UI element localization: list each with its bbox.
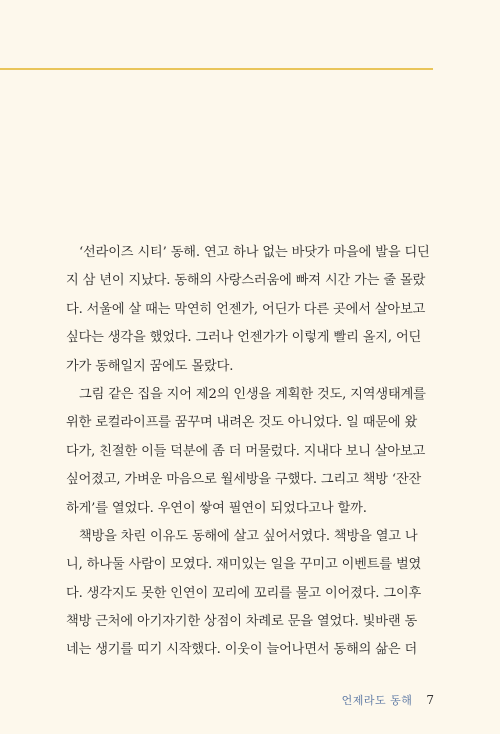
running-title: 언제라도 동해 [341, 694, 413, 707]
text-line: 가가 동해일지 꿈에도 몰랐다. [66, 358, 234, 374]
body-text [66, 239, 434, 665]
header-rule [0, 68, 433, 70]
text-line: 위한 로컬라이프를 꿈꾸며 내려온 것도 아니었다. 일 때문에 왔 [66, 415, 418, 431]
text-line: 지 삼 년이 지났다. 동해의 사랑스러움에 빠져 시간 가는 줄 몰랐 [66, 273, 426, 289]
text-line: 책방을 차린 이유도 동해에 살고 싶어서였다. 책방을 열고 나 [79, 528, 418, 544]
text-line: 다가, 친절한 이들 덕분에 좀 더 머물렀다. 지내다 보니 살아보고 [66, 443, 426, 459]
text-line: 싶다는 생각을 했었다. 그러나 언젠가가 이렇게 빨리 올지, 어딘 [66, 330, 422, 346]
page-number: 7 [426, 693, 434, 707]
text-line: 네는 생기를 띠기 시작했다. 이웃이 늘어나면서 동해의 삶은 더 [66, 642, 418, 658]
text-line: 싶어졌고, 가벼운 마음으로 월세방을 구했다. 그리고 책방 ‘잔잔 [66, 472, 422, 488]
page-footer [342, 692, 434, 708]
text-line: 그림 같은 집을 지어 제2의 인생을 계획한 것도, 지역생태계를 [79, 386, 426, 402]
text-line: 하게’를 열었다. 우연이 쌓여 필연이 되었다고나 할까. [66, 500, 367, 516]
text-line: 다. 생각지도 못한 인연이 꼬리에 꼬리를 물고 이어졌다. 그이후 [66, 585, 422, 601]
text-line: 책방 근처에 아기자기한 상점이 차례로 문을 열었다. 빛바랜 동 [66, 614, 418, 630]
text-line: 다. 서울에 살 때는 막연히 언젠가, 어딘가 다른 곳에서 살아보고 [66, 301, 426, 317]
text-line: 니, 하나둘 사람이 모였다. 재미있는 일을 꾸미고 이벤트를 벌였 [66, 557, 422, 573]
text-line: ‘선라이즈 시티’ 동해. 연고 하나 없는 바닷가 마을에 발을 디딘 [79, 245, 430, 260]
